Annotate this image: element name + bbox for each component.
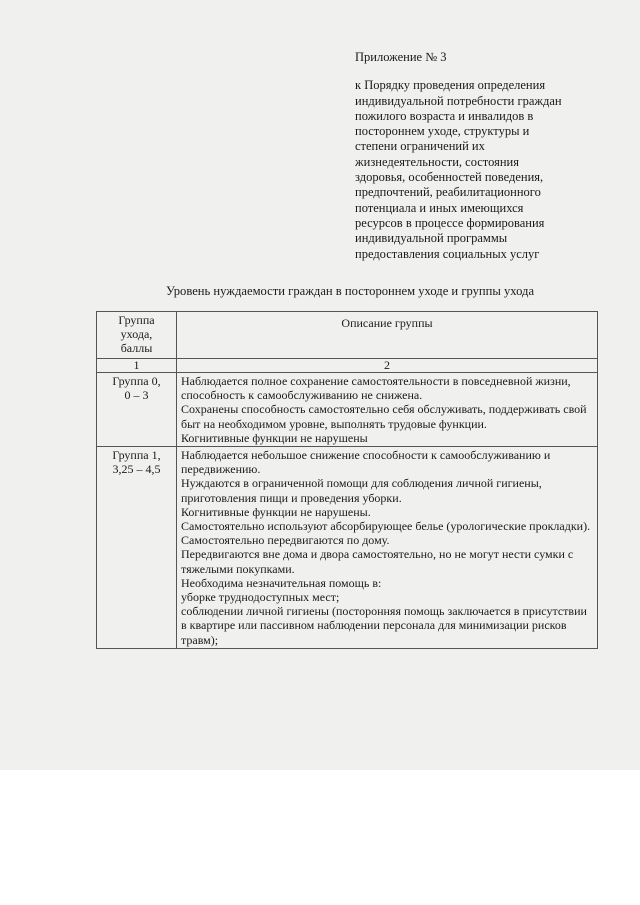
description-paragraph: Когнитивные функции не нарушены. bbox=[181, 504, 371, 519]
column-number: 1 bbox=[97, 359, 177, 373]
group-points: 3,25 – 4,5 bbox=[112, 462, 161, 477]
column-number: 2 bbox=[177, 359, 598, 373]
description-paragraph: Самостоятельно передвигаются по дому. bbox=[181, 533, 390, 548]
description-cell bbox=[177, 447, 598, 649]
appendix-line: потенциала и иных имеющихся bbox=[355, 200, 524, 215]
group-points: 0 – 3 bbox=[124, 388, 149, 403]
care-groups-table bbox=[96, 311, 598, 649]
header-description: Описание группы bbox=[177, 312, 598, 359]
group-label: Группа 0, bbox=[112, 374, 161, 388]
appendix-line: к Порядку проведения определения bbox=[355, 78, 546, 93]
page-title: Уровень нуждаемости граждан в постороннем уходе и группы ухода bbox=[165, 284, 535, 298]
description-paragraph: Наблюдается небольшое снижение способности к самообслуживанию и передвижению. bbox=[181, 448, 551, 477]
appendix-number: Приложение № 3 bbox=[355, 50, 447, 64]
group-label: Группа 1, bbox=[112, 448, 161, 463]
header-group-points bbox=[97, 312, 177, 359]
description-paragraph: уборке труднодоступных мест; bbox=[181, 590, 340, 605]
group-cell bbox=[97, 373, 177, 447]
appendix-line: предоставления социальных услуг bbox=[355, 246, 540, 261]
appendix-line: индивидуальной программы bbox=[355, 231, 508, 246]
appendix-block bbox=[355, 50, 615, 262]
header-line: Группа bbox=[118, 313, 155, 327]
header-line: ухода, bbox=[120, 327, 153, 342]
description-paragraph: Самостоятельно используют абсорбирующее белье (урологические прокладки). bbox=[181, 519, 591, 534]
description-paragraph: Когнитивные функции не нарушены bbox=[181, 430, 368, 445]
table-row bbox=[97, 373, 598, 447]
column-number-row bbox=[97, 359, 598, 373]
group-cell bbox=[97, 447, 177, 649]
description-paragraph: Наблюдается полное сохранение самостоятельности в повседневной жизни, способность к самообслуживанию не снижена. bbox=[181, 374, 571, 403]
description-paragraph: соблюдении личной гигиены (посторонняя помощь заключается в присутствии в квартире или пассивном наблюдении персонала для минимизации рисков травм); bbox=[181, 604, 587, 647]
table-row bbox=[97, 447, 598, 649]
appendix-line: предпочтений, реабилитационного bbox=[355, 185, 541, 200]
appendix-line: степени ограничений их bbox=[355, 139, 485, 154]
description-cell bbox=[177, 373, 598, 447]
description-paragraph: Необходима незначительная помощь в: bbox=[181, 575, 382, 590]
appendix-line: пожилого возраста и инвалидов в bbox=[355, 108, 534, 123]
appendix-line: индивидуальной потребности граждан bbox=[355, 93, 562, 108]
description-paragraph: Передвигаются вне дома и двора самостоятельно, но не могут нести сумки с тяжелыми покупками. bbox=[181, 547, 574, 576]
description-paragraph: Сохранены способность самостоятельно себя обслуживать, поддерживать свой быт на необходимом уровне, выполнять трудовые функции. bbox=[181, 402, 587, 431]
appendix-line: ресурсов в процессе формирования bbox=[355, 215, 545, 230]
header-line: баллы bbox=[120, 341, 153, 356]
table-header-row bbox=[97, 312, 598, 359]
appendix-line: постороннем уходе, структуры и bbox=[355, 124, 530, 139]
appendix-line: здоровья, особенностей поведения, bbox=[355, 170, 544, 185]
description-paragraph: Нуждаются в ограниченной помощи для соблюдения личной гигиены, приготовления пищи и проведения уборки. bbox=[181, 476, 542, 505]
appendix-line: жизнедеятельности, состояния bbox=[355, 154, 519, 169]
